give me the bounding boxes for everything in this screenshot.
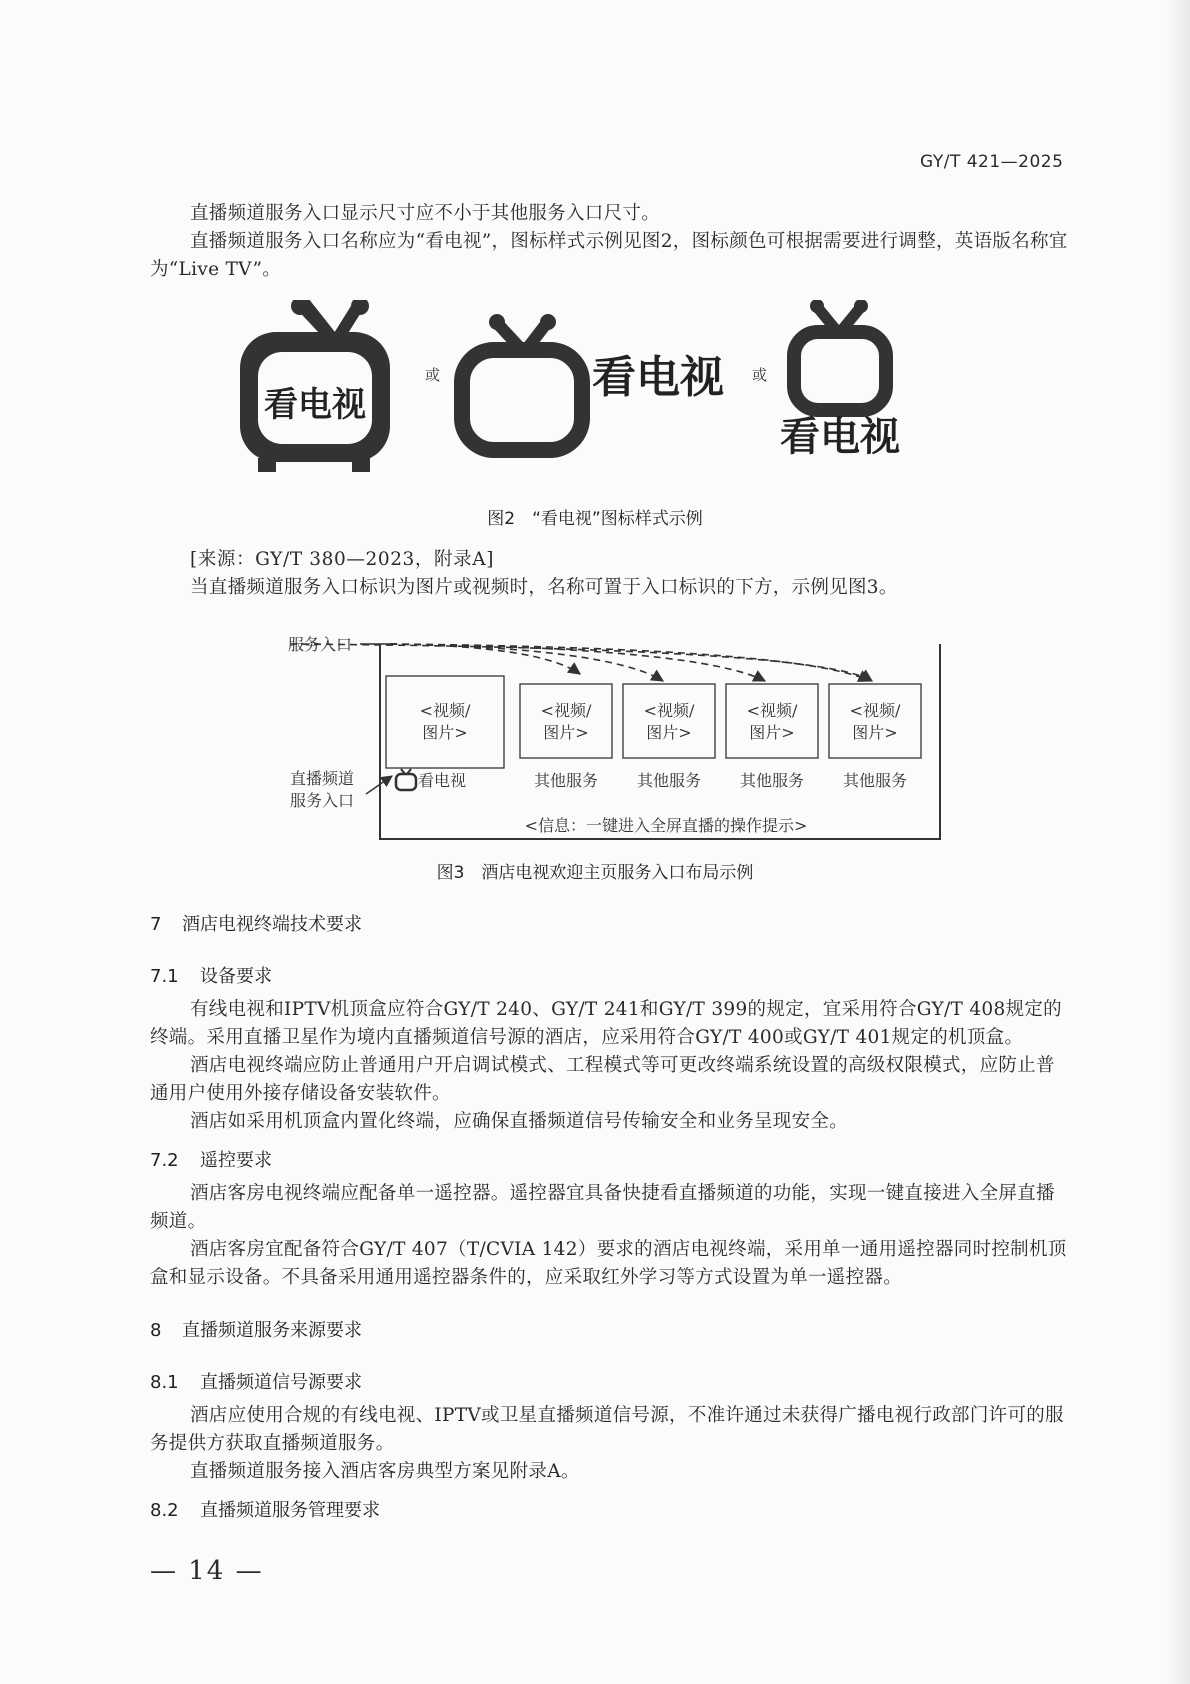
section8-heading: 8 直播频道服务来源要求: [150, 1320, 362, 1341]
box3-line2: 图片>: [749, 723, 795, 742]
section72-paragraph-2: 酒店客房宜配备符合GY/T 407（T/CVIA 142）要求的酒店电视终端，采用单一通用遥控器同时控制机顶盒和显示设备。不具备采用通用遥控器条件的，应采取红外学习等方式设置为单一遥控器。: [150, 1239, 1067, 1288]
section71-paragraph-3: 酒店如采用机顶盒内置化终端，应确保直播频道信号传输安全和业务呈现安全。: [190, 1111, 849, 1132]
other-label-1: 其他服务: [533, 771, 599, 790]
live-media-box: [386, 676, 504, 768]
paragraph-entry-size: 直播频道服务入口显示尺寸应不小于其他服务入口尺寸。: [190, 203, 661, 224]
box0-line2: 图片>: [422, 723, 468, 742]
paragraph-entry-image: 当直播频道服务入口标识为图片或视频时，名称可置于入口标识的下方，示例见图3。: [190, 577, 898, 598]
entry-arrows: [290, 644, 872, 681]
box1-line1: <视频/: [540, 701, 592, 720]
box3-line1: <视频/: [746, 701, 798, 720]
doc-number: GY/T 421—2025: [920, 152, 1064, 172]
section72-heading: 7.2 遥控要求: [150, 1150, 272, 1171]
figure2-icons: [240, 300, 980, 490]
info-hint: <信息：一键进入全屏直播的操作提示>: [524, 816, 808, 835]
section81-paragraph-1: 酒店应使用合规的有线电视、IPTV或卫星直播频道信号源，不准许通过未获得广播电视行政部门许可的服务提供方获取直播频道服务。: [150, 1405, 1064, 1454]
small-tv-icon: [396, 769, 416, 790]
label-service-entry: 服务入口: [288, 635, 353, 654]
section81-heading: 8.1 直播频道信号源要求: [150, 1372, 362, 1393]
source-citation: [来源：GY/T 380—2023，附录A]: [190, 549, 495, 570]
page-number: — 14 —: [150, 1556, 264, 1586]
label-live-entry-2: 服务入口: [290, 791, 355, 810]
service-box-1: [520, 684, 612, 758]
box0-line1: <视频/: [419, 701, 471, 720]
other-label-2: 其他服务: [636, 771, 702, 790]
or-text-1: 或: [425, 366, 441, 384]
section71-heading: 7.1 设备要求: [150, 966, 272, 987]
box2-line1: <视频/: [643, 701, 695, 720]
service-box-2: [623, 684, 715, 758]
section82-heading: 8.2 直播频道服务管理要求: [150, 1500, 380, 1521]
box2-line2: 图片>: [646, 723, 692, 742]
section71-paragraph-1: 有线电视和IPTV机顶盒应符合GY/T 240、GY/T 241和GY/T 399的规定，宜采用符合GY/T 408规定的终端。采用直播卫星作为境内直播频道信号源的酒店，应采用符合GY/T 400或GY/T 401规定的机顶盒。: [150, 999, 1062, 1048]
box1-line2: 图片>: [543, 723, 589, 742]
other-label-3: 其他服务: [739, 771, 805, 790]
or-text-2: 或: [752, 366, 768, 384]
section7-heading: 7 酒店电视终端技术要求: [150, 914, 362, 935]
tv-icon-outline: [462, 314, 582, 450]
section81-paragraph-2: 直播频道服务接入酒店客房典型方案见附录A。: [190, 1461, 580, 1482]
figure3-caption: 图3 酒店电视欢迎主页服务入口布局示例: [436, 863, 754, 883]
section71-paragraph-2: 酒店电视终端应防止普通用户开启调试模式、工程模式等可更改终端系统设置的高级权限模式，应防止普通用户使用外接存储设备安装软件。: [150, 1055, 1055, 1104]
figure2-caption: 图2 “看电视”图标样式示例: [487, 509, 703, 529]
icon1-text: 看电视: [264, 385, 366, 425]
tv-icon-stacked: [794, 300, 886, 410]
paragraph-entry-name: 直播频道服务入口名称应为“看电视”，图标样式示例见图2，图标颜色可根据需要进行调整，英语版名称宜为“Live TV”。: [150, 231, 1068, 280]
icon3-text: 看电视: [780, 414, 900, 460]
section72-paragraph-1: 酒店客房电视终端应配备单一遥控器。遥控器宜具备快捷看直播频道的功能，实现一键直接进入全屏直播频道。: [150, 1183, 1055, 1232]
service-box-3: [726, 684, 818, 758]
other-label-4: 其他服务: [842, 771, 908, 790]
box4-line1: <视频/: [849, 701, 901, 720]
icon2-text: 看电视: [592, 352, 724, 403]
label-live-entry-1: 直播频道: [290, 769, 355, 788]
figure3-diagram: [280, 624, 980, 849]
box4-line2: 图片>: [852, 723, 898, 742]
scan-page-edge: [1166, 0, 1190, 1684]
service-box-4: [829, 684, 921, 758]
live-entry-label: 看电视: [418, 771, 467, 790]
